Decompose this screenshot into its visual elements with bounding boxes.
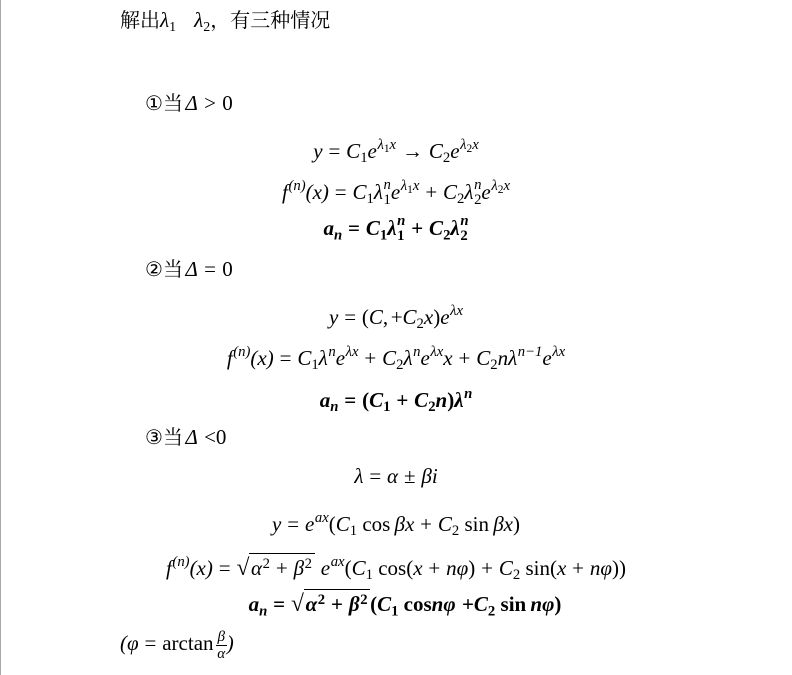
var-e: e [390,179,401,204]
intro-line [120,2,330,38]
var-c: C [382,345,397,370]
subscript: n [334,227,343,244]
subscript: 2 [416,316,424,333]
comma: , [382,304,389,329]
var-x: x [472,137,479,153]
superscript: 2 [304,556,312,573]
superscript: n [383,177,391,194]
case2-nth-derivative [0,334,792,374]
open-paren: ( [361,304,369,329]
exponent: λx [430,344,444,360]
var-f: f [166,555,172,580]
argument-x: (x) [250,345,274,370]
radicand [304,589,370,616]
delta-symbol: Δ [185,91,198,115]
var-c: C [428,138,443,163]
var-lambda: λ [387,216,397,240]
fraction-numerator: β [217,628,226,645]
subscript: 1 [365,567,373,584]
var-n-phi: nφ [530,592,555,616]
case-label: 当 [162,425,183,449]
var-n-phi: nφ [446,555,469,580]
case-2-marker: ② [145,257,163,281]
equals-sign: = [334,179,347,204]
exponent: λx [450,303,464,319]
case-label: 当 [162,257,183,281]
subscript: 2 [487,603,496,620]
subscript: 1 [391,603,399,620]
var-c: C [297,345,312,370]
var-x: x [443,345,453,370]
close-paren: ) [447,387,455,412]
var-f: f [226,345,233,370]
subscript: 1 [360,150,368,167]
radical-sign: √ [291,591,304,617]
delta-symbol: Δ [185,425,198,449]
subscript: 2 [490,357,498,374]
subscript: 1 [349,523,358,540]
case2-sequence-formula [0,376,792,416]
open-paren: ( [120,631,127,655]
lambda-2-subscript: 2 [203,20,211,36]
var-lambda: λ [491,178,498,194]
plus-sign: + [458,345,471,370]
open-paren: ( [328,511,336,536]
var-a: a [319,387,331,412]
subscript: 2 [442,150,451,167]
subscript: n [259,603,268,620]
var-n-lambda: nλ [497,345,518,370]
plus-sign: + [364,345,377,370]
case1-sequence-formula [0,210,792,246]
radicand [249,553,314,580]
var-lambda: λ [373,179,383,204]
var-e: e [420,345,430,370]
var-e: e [481,179,491,204]
equals-sign: = [348,216,361,240]
var-e: e [320,555,331,580]
subscript: 2 [512,567,521,584]
var-lambda: λ [464,179,474,204]
equals-sign: = [344,387,357,412]
var-lambda: λ [400,178,408,194]
equals-sign: = [273,592,286,616]
case3-nth-derivative [0,544,792,584]
var-alpha: α [387,464,399,488]
var-beta-x: βx [394,511,415,536]
var-c: C [365,216,380,240]
case2-general-solution [0,293,792,333]
superscript: n [474,177,482,194]
close-paren: ) [554,592,562,616]
var-e: e [450,138,460,163]
greater-than-sign: > [204,91,216,115]
plus-sign: + [411,216,424,240]
var-c: C [369,387,384,412]
var-beta: β [348,592,360,616]
var-c: C [437,511,452,536]
plus-sign: + [425,179,438,204]
var-n-phi: nφ [589,555,612,580]
exponent [460,137,479,153]
open-paren: ( [406,555,414,580]
var-e: e [304,511,315,536]
var-y: y [272,511,282,536]
superscript: n [460,213,469,230]
var-c: C [377,592,392,616]
var-beta-x: βx [493,511,513,536]
var-c: C [402,304,417,329]
equals-sign: = [204,257,216,281]
derivative-order: (n) [288,178,306,194]
equals-sign: = [328,138,341,163]
exponent [491,178,510,194]
arrow: → [401,138,423,163]
subscript: 1 [407,183,413,196]
var-c: C [473,592,488,616]
subscript: 1 [383,142,390,155]
radical-sign: √ [236,554,250,581]
close-parens: )) [612,555,626,580]
plus-sign: + [420,511,433,536]
case2-heading [145,251,233,287]
subscript: 2 [460,228,468,245]
subscript: 2 [466,142,473,155]
var-e: e [440,304,450,329]
equals-sign: = [218,555,231,580]
var-alpha: α [305,592,318,616]
var-c: C [429,216,444,240]
var-beta-i: βi [421,464,438,488]
case3-general-solution [0,500,792,540]
power-index [460,214,468,243]
var-c: C [352,179,367,204]
subscript: 1 [366,191,374,208]
var-lambda: λ [354,464,364,488]
fraction-beta-over-alpha [216,629,227,663]
square-root [236,554,314,582]
exponent [377,137,396,153]
argument-x: (x) [305,179,329,204]
var-alpha: α [251,555,263,580]
derivative-order: (n) [233,344,251,360]
subscript: 2 [474,191,482,208]
case1-nth-derivative [0,168,792,208]
plus-minus-sign: ± [403,464,416,488]
var-lambda: λ [450,216,460,240]
cos-function: cos [403,592,432,616]
equals-sign: = [287,511,300,536]
var-a: a [248,592,260,616]
var-y: y [328,304,339,329]
close-paren: ) [512,511,520,536]
square-root [291,590,370,618]
phi-definition-note [120,625,234,661]
superscript: n [397,213,406,230]
superscript: n [464,386,473,402]
superscript: n [413,344,421,360]
var-c: C [368,304,383,329]
case-3-marker: ③ [145,425,163,449]
cos-function: cos [378,555,407,580]
subscript: 1 [311,357,319,374]
case3-heading [145,419,226,455]
case3-characteristic-roots [0,458,792,494]
case3-sequence-formula [0,586,792,622]
var-c: C [335,511,350,536]
equals-sign: = [144,631,157,655]
var-lambda: λ [403,345,413,370]
var-x: x [389,137,397,153]
var-c: C [346,138,361,163]
subscript: 2 [497,183,504,196]
superscript: 2 [360,592,368,609]
equals-sign: = [369,464,382,488]
equals-sign: = [344,304,357,329]
var-lambda: λ [377,137,384,153]
subscript: 2 [443,227,451,244]
var-x: x [556,555,567,580]
plus-sign: + [428,555,441,580]
zero: 0 [222,257,233,281]
lambda-1-subscript: 1 [169,20,177,36]
open-paren: ( [549,555,557,580]
zero: 0 [222,91,233,115]
var-phi: φ [127,631,139,655]
superscript: n−1 [517,344,543,360]
plus-sign: + [390,304,403,329]
close-paren: ) [433,304,441,329]
exponent: ax [314,510,329,526]
subscript: 2 [451,523,460,540]
plus-sign: + [461,592,474,616]
subscript: 2 [428,399,436,416]
open-paren: ( [370,592,378,616]
arctan-function: arctan [162,631,214,655]
case1-general-solution [0,127,792,167]
var-e: e [367,138,377,163]
sin-function: sin [525,555,550,580]
var-c: C [498,555,513,580]
subscript: 2 [457,191,465,208]
var-x: x [412,178,420,194]
var-c: C [443,179,458,204]
lambda-1: λ [160,8,170,32]
var-lambda: λ [318,345,328,370]
var-c: C [476,345,491,370]
var-x: x [423,304,434,329]
close-paren: ) [226,631,234,655]
lambda-2: λ [194,8,204,32]
open-paren: ( [344,555,352,580]
intro-suffix: ，有三种情况 [210,8,331,32]
case-label: 当 [162,91,183,115]
var-x: x [413,555,423,580]
equals-sign: = [279,345,292,370]
argument-x: (x) [189,555,213,580]
plus-sign: + [331,592,343,616]
intro-prefix: 解出 [120,8,160,32]
var-n-phi: nφ [431,592,456,616]
plus-sign: + [481,555,493,580]
var-lambda: λ [460,137,467,153]
sin-function: sin [500,592,527,616]
var-c: C [351,555,366,580]
var-f: f [282,179,288,204]
delta-symbol: Δ [185,257,198,281]
open-paren: ( [362,387,370,412]
power-index [384,178,391,207]
plus-sign: + [572,555,584,580]
var-c: C [414,387,429,412]
subscript: 1 [397,228,405,245]
power-index [397,214,405,243]
subscript: 2 [396,357,404,374]
var-beta: β [293,555,305,580]
var-e: e [542,345,552,370]
exponent [401,178,420,194]
var-a: a [323,216,334,240]
var-n: n [435,387,448,412]
exponent: λx [552,344,566,360]
fraction-denominator: α [217,646,226,663]
case1-heading [145,85,233,121]
superscript: n [328,344,336,360]
var-e: e [335,345,346,370]
case-1-marker: ① [145,91,163,115]
exponent: λx [345,344,359,360]
subscript: 1 [383,191,391,208]
plus-sign: + [275,555,288,580]
cos-function: cos [362,511,391,536]
subscript: n [330,399,339,416]
superscript: 2 [317,592,326,609]
exponent: ax [330,554,345,570]
less-than-zero: <0 [204,425,227,449]
subscript: 1 [379,227,388,244]
derivative-order: (n) [172,554,190,570]
plus-sign: + [396,387,409,412]
superscript: 2 [262,556,270,573]
var-x: x [503,178,510,194]
var-lambda: λ [454,387,464,412]
close-paren: ) [468,555,476,580]
var-y: y [313,138,323,163]
sin-function: sin [464,511,490,536]
subscript: 1 [383,399,391,416]
